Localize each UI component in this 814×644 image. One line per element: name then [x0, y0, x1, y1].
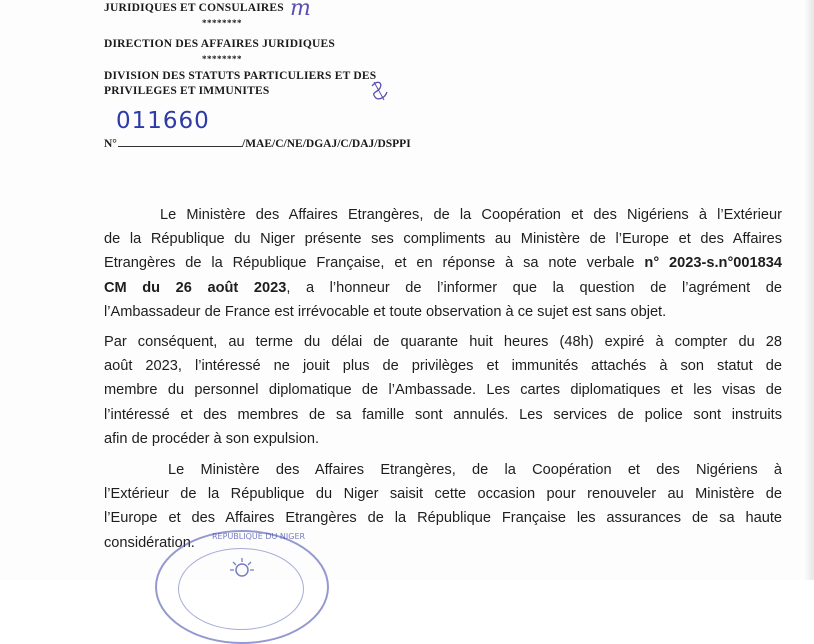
header-direction: DIRECTION DES AFFAIRES JURIDIQUES: [104, 38, 336, 50]
paragraph-line: [104, 276, 782, 300]
paragraph-text: , a l’honneur de l’informer que la question de l’agrément de: [286, 279, 782, 296]
reference-line: [104, 135, 411, 150]
paragraph-line: considération.: [104, 534, 195, 551]
paragraph-line: l’Ambassadeur de France est irrévocable et toute observation à ce sujet est sans objet.: [104, 303, 667, 320]
paragraph-line: l’intéressé et des membres de sa famille sont annulés. Les services de police sont instruits: [104, 406, 782, 423]
paragraph-line: l’Europe et des Affaires Etrangères de la République Française les assurances de sa haute: [104, 510, 782, 527]
note-verbale-reference: n° 2023-s.n°001834: [644, 255, 782, 272]
reference-suffix: /MAE/C/NE/DGAJ/C/DAJ/DSPPI: [242, 138, 411, 150]
note-verbale-date: CM du 26 août 2023: [104, 279, 287, 296]
stamp-text: REPUBLIQUE DU NIGER: [212, 532, 306, 541]
paragraph-line: [104, 251, 782, 275]
stamp-emblem-icon: [222, 556, 262, 582]
paragraph-line: membre du personnel diplomatique de l’Ambassade. Les cartes diplomatiques et les visas de: [104, 382, 782, 399]
paragraph-line: de la République du Niger présente ses compliments au Ministère de l’Europe et des Affaires: [104, 231, 782, 248]
header-separator-stars: ********: [202, 54, 242, 64]
header-division-cont: PRIVILEGES ET IMMUNITES: [104, 85, 270, 97]
paragraph-1: [104, 203, 782, 324]
header-division: DIVISION DES STATUTS PARTICULIERS ET DES: [104, 70, 377, 82]
reference-number-label: N°: [104, 138, 117, 150]
handwritten-signature-mark: [368, 78, 390, 104]
paragraph-2: [104, 330, 782, 451]
header-juridiques-consulaires: JURIDIQUES ET CONSULAIRES: [104, 2, 284, 14]
paragraph-text: Etrangères de la République Française, et en réponse à sa note verbale: [104, 255, 635, 272]
page-edge-shadow: [804, 0, 814, 580]
paragraph-line: l’Extérieur de la République du Niger saisit cette occasion pour renouveler au Ministère de: [104, 486, 782, 503]
header-separator-stars: ********: [202, 18, 242, 28]
handwritten-initials: m: [290, 0, 311, 21]
handwritten-reference-number: 011660: [116, 108, 210, 134]
paragraph-line: Le Ministère des Affaires Etrangères, de la Coopération et des Nigériens à: [168, 462, 782, 478]
reference-underline: [118, 135, 242, 147]
paragraph-line: août 2023, l’intéressé ne jouit plus de privilèges et immunités attachés à son statut de: [104, 358, 782, 375]
paragraph-line: Le Ministère des Affaires Etrangères, de la Coopération et des Nigériens à l’Extérieur: [160, 207, 782, 223]
paragraph-line: afin de procéder à son expulsion.: [104, 430, 319, 447]
paragraph-line: Par conséquent, au terme du délai de quarante huit heures (48h) expiré à compter du 28: [104, 334, 782, 350]
